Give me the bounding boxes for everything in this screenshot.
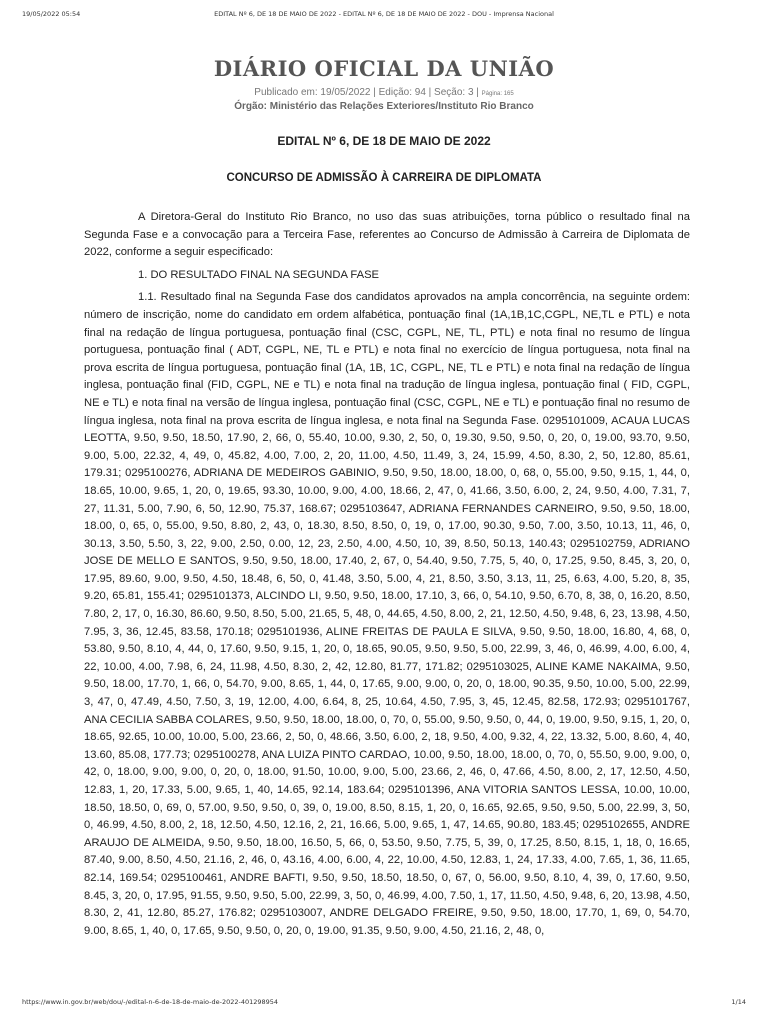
page-number: 1/14 <box>731 998 746 1006</box>
intro-paragraph: A Diretora-Geral do Instituto Rio Branco, no uso das suas atribuições, torna público o resultado final na Segunda Fase e a convocação para a Terceira Fase, referentes ao Concurso de Admissão à Carreira de Diplomata de 2022, conforme a seguir especificado: <box>84 211 690 259</box>
masthead <box>0 56 768 112</box>
newspaper-title: DIÁRIO OFICIAL DA UNIÃO <box>213 56 555 81</box>
publication-info <box>0 87 768 98</box>
page-reference: Página: 165 <box>481 91 514 97</box>
document-body <box>84 209 690 999</box>
page-url: https://www.in.gov.br/web/dou/-/edital-n-6-de-18-de-maio-de-2022-401298954 <box>22 998 279 1006</box>
document-title: EDITAL Nº 6, DE 18 DE MAIO DE 2022 <box>277 134 491 148</box>
issuing-body: Órgão: Ministério das Relações Exteriores/Instituto Rio Branco <box>234 101 534 112</box>
publication-details: Publicado em: 19/05/2022 | Edição: 94 | Seção: 3 | <box>254 87 479 98</box>
results-paragraph: 1.1. Resultado final na Segunda Fase dos candidatos aprovados na ampla concorrência, na seguinte ordem: número de inscrição, nome do candidato em ordem alfabética, pontuação final (1A,1B,1C,CGPL, NE,TL e PTL) e nota final na redação de língua portuguesa, pontuação final (CSC, CGPL, NE, TL, PTL) e nota final no resumo de língua portuguesa, pontuação final ( ADT, CGPL, NE, TL e PTL) e nota final no exercício de língua portuguesa, nota final na prova escrita de língua portuguesa, pontuação final (1A, 1B, 1C, CGPL, NE, TL e PTL) e nota final na redação de língua inglesa, pontuação final (FID, CGPL, NE e TL) e nota final na tradução de língua inglesa, pontuação final ( FID, CGPL, NE e TL) e nota final na versão de língua inglesa, pontuação final (CSC, CGPL, NE e TL) e pontuação final no resumo de língua inglesa, nota final na prova escrita de língua inglesa, e nota final na Segunda Fase. 0295101009, ACAUA LUCAS LEOTTA, 9.50, 9.50, 18.50, 17.90, 2, 66, 0, 55.40, 10.00, 9.30, 2, 50, 0, 19.30, 9.50, 9.50, 0, 20, 0, 19.00, 93.70, 9.50, 9.00, 5.00, 22.32, 4, 49, 0, 45.82, 4.00, 7.00, 2, 20, 11.00, 4.50, 11.49, 3, 24, 15.99, 4.50, 8.30, 2, 50, 12.80, 85.61, 179.31; 0295100276, ADRIANA DE MEDEIROS GABINIO, 9.50, 9.50, 18.00, 18.00, 0, 68, 0, 55.00, 9.50, 9.15, 1, 44, 0, 18.65, 10.00, 9.65, 1, 20, 0, 19.65, 93.30, 10.00, 9.00, 4.00, 18.66, 2, 47, 0, 41.66, 3.50, 6.00, 2, 24, 9.50, 4.00, 7.31, 7, 27, 11.31, 5.00, 7.90, 6, 50, 12.90, 75.37, 168.67; 0295103647, ADRIANA FERNANDES CARNEIRO, 9.50, 9.50, 18.00, 18.00, 0, 65, 0, 55.00, 9.50, 8.80, 2, 43, 0, 18.30, 8.50, 8.50, 0, 19, 0, 17.00, 90.30, 9.50, 7.00, 3.50, 10.13, 11, 46, 0, 30.13, 3.50, 5.50, 3, 22, 9.00, 2.50, 0.00, 12, 23, 2.50, 4.00, 4.50, 10, 39, 8.50, 50.13, 140.43; 0295102759, ADRIANO JOSE DE MELLO E SANTOS, 9.50, 9.50, 18.00, 17.40, 2, 67, 0, 54.40, 9.50, 7.75, 5, 40, 0, 17.25, 9.50, 8.45, 3, 20, 0, 17.95, 89.60, 9.00, 9.50, 4.50, 18.48, 6, 50, 0, 41.48, 3.50, 5.00, 4, 21, 8.50, 3.50, 3.13, 11, 25, 6.63, 4.00, 5.20, 8, 35, 9.20, 65.81, 155.41; 0295101373, ALCINDO LI, 9.50, 9.50, 18.00, 17.10, 3, 66, 0, 54.10, 9.50, 6.70, 8, 38, 0, 16.20, 8.50, 7.80, 2, 17, 0, 16.30, 86.60, 9.50, 8.50, 5.00, 21.65, 5, 48, 0, 44.65, 4.50, 8.00, 2, 21, 12.50, 4.50, 9.48, 6, 23, 13.98, 4.50, 7.95, 3, 36, 12.45, 83.58, 170.18; 0295101936, ALINE FREITAS DE PAULA E SILVA, 9.50, 9.50, 18.00, 16.80, 4, 68, 0, 53.80, 9.50, 8.10, 4, 44, 0, 17.60, 9.50, 9.15, 1, 20, 0, 18.65, 90.05, 9.50, 9.50, 5.00, 22.99, 3, 46, 0, 46.99, 4.00, 6.00, 4, 22, 10.00, 4.00, 7.98, 6, 24, 11.98, 4.50, 8.30, 2, 42, 12.80, 81.77, 171.82; 0295103025, ALINE KAME NAKAIMA, 9.50, 9.50, 18.00, 17.70, 1, 66, 0, 54.70, 9.00, 8.65, 1, 44, 0, 17.65, 9.00, 9.00, 0, 20, 0, 18.00, 90.35, 9.50, 10.00, 5.00, 22.99, 3, 47, 0, 47.49, 4.50, 7.50, 3, 19, 12.00, 4.00, 6.64, 8, 25, 10.64, 4.50, 7.95, 3, 45, 12.45, 82.58, 172.93; 0295101767, ANA CECILIA SABBA COLARES, 9.50, 9.50, 18.00, 18.00, 0, 70, 0, 55.00, 9.50, 9.50, 0, 44, 0, 19.00, 9.50, 9.15, 1, 20, 0, 18.65, 92.65, 10.00, 10.00, 5.00, 23.66, 2, 50, 0, 48.66, 3.50, 6.00, 2, 18, 9.50, 4.00, 9.32, 4, 22, 13.32, 5.00, 8.60, 4, 40, 13.60, 85.08, 177.73; 0295100278, ANA LUIZA PINTO CARDAO, 10.00, 9.50, 18.00, 18.00, 0, 70, 0, 55.50, 9.00, 9.00, 0, 42, 0, 18.00, 9.00, 9.00, 0, 20, 0, 18.00, 91.50, 10.00, 9.00, 5.00, 23.66, 2, 46, 0, 47.66, 4.50, 8.00, 2, 17, 12.50, 4.50, 12.83, 1, 20, 17.33, 5.00, 9.65, 1, 40, 14.65, 92.14, 183.64; 0295101396, ANA VITORIA SANTOS LESSA, 10.00, 10.00, 18.50, 18.50, 0, 69, 0, 57.00, 9.50, 9.50, 0, 39, 0, 19.00, 8.50, 8.15, 1, 20, 0, 16.65, 92.65, 9.50, 9.50, 5.00, 22.99, 3, 50, 0, 46.99, 4.50, 8.00, 2, 18, 12.50, 4.50, 12.16, 2, 21, 16.66, 5.00, 9.65, 1, 47, 14.65, 90.80, 183.45; 0295102655, ANDRE ARAUJO DE ALMEIDA, 9.50, 9.50, 18.00, 16.50, 5, 66, 0, 53.50, 9.50, 7.75, 5, 39, 0, 17.25, 8.50, 8.15, 1, 18, 0, 16.65, 87.40, 9.00, 8.50, 4.50, 21.16, 2, 46, 0, 43.16, 4.00, 6.00, 4, 22, 10.00, 4.50, 12.83, 1, 24, 17.33, 4.00, 7.65, 1, 36, 11.65, 82.14, 169.54; 0295100461, ANDRE BAFTI, 9.50, 9.50, 18.50, 18.50, 0, 67, 0, 56.00, 9.50, 8.10, 4, 39, 0, 17.60, 9.50, 8.45, 3, 20, 0, 17.95, 91.55, 9.50, 9.50, 5.00, 22.99, 3, 50, 0, 46.99, 4.00, 7.50, 1, 17, 11.50, 4.50, 9.48, 6, 20, 13.98, 4.50, 8.30, 2, 41, 12.80, 85.27, 176.82; 0295103007, ANDRE DELGADO FREIRE, 9.50, 9.50, 18.00, 17.70, 1, 69, 0, 54.70, 9.00, 8.65, 1, 40, 0, 17.65, 9.50, 9.50, 0, 20, 0, 19.00, 91.35, 9.50, 9.00, 4.50, 21.16, 2, 48, 0, <box>84 291 690 937</box>
document-subtitle: CONCURSO DE ADMISSÃO À CARREIRA DE DIPLOMATA <box>226 172 542 184</box>
print-datetime: 19/05/2022 05:54 <box>22 10 81 18</box>
print-header <box>22 10 746 22</box>
section-heading: 1. DO RESULTADO FINAL NA SEGUNDA FASE <box>138 268 380 281</box>
print-page-title: EDITAL Nº 6, DE 18 DE MAIO DE 2022 - EDITAL Nº 6, DE 18 DE MAIO DE 2022 - DOU - Imprensa Nacional <box>214 10 554 18</box>
print-footer <box>22 998 746 1010</box>
